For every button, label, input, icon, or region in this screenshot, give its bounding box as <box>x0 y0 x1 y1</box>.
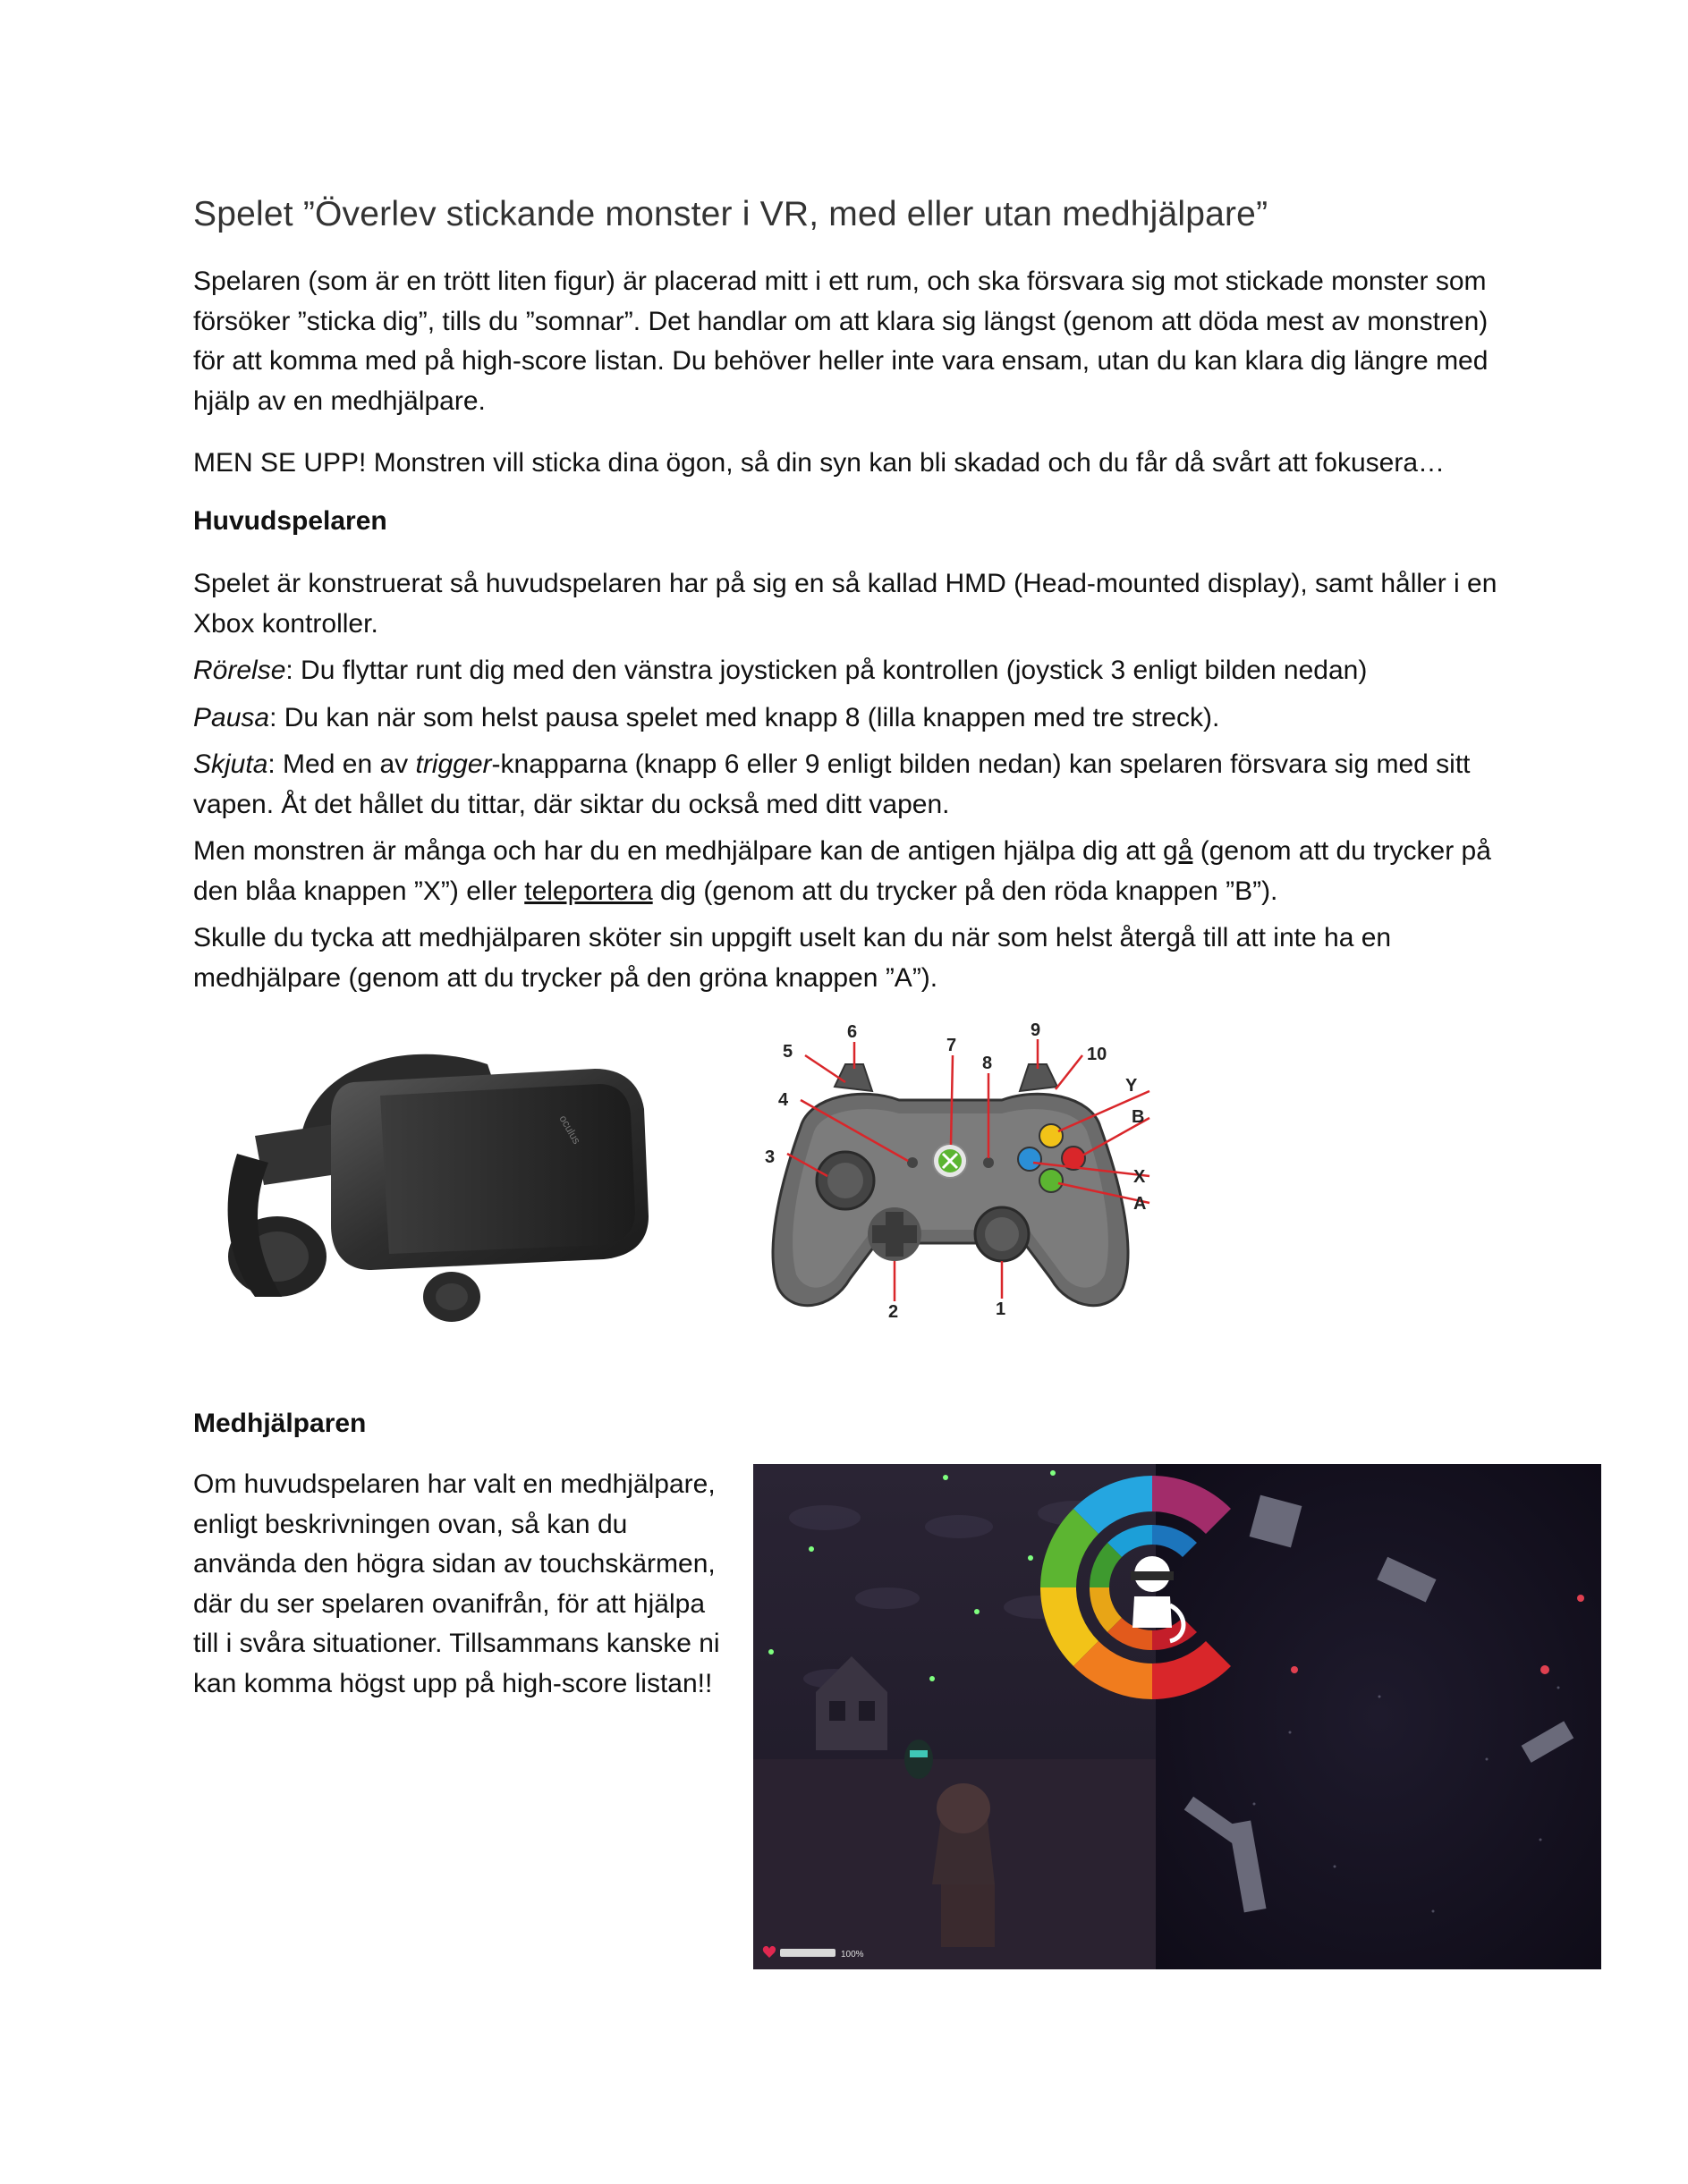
label-6: 6 <box>847 1022 858 1042</box>
intro-paragraph <box>193 262 1499 421</box>
movement-text: : Du flyttar runt dig med den vänstra joysticken på kontrollen (joystick 3 enligt bilden nedan) <box>285 656 1368 685</box>
label-10: 10 <box>1087 1045 1107 1064</box>
movement-instruction <box>193 651 1499 691</box>
helper-description: Om huvudspelaren har valt en medhjälpare, enligt beskrivningen ovan, så kan du använda den högra sidan av touchskärmen, där du ser spelaren ovanifrån, för att hjälpa till i svåra situationer. Tillsammans kanske ni kan komma högst upp på high-score listan!! <box>193 1469 720 1698</box>
intro-text: Spelaren (som är en trött liten figur) är placerad mitt i ett rum, och ska försvara sig mot stickade monster som försöker ”sticka dig”, tills du ”somnar”. Det handlar om att klara sig längst (genom att döda mest av monstren) för att komma med på high-score listan. Du behöver heller inte vara ensam, utan du kan klara dig längre med hjälp av en medhjälpare. <box>193 267 1489 416</box>
helper-text-b: (genom att du trycker på den blåa knappen ”X”) eller <box>193 836 1491 906</box>
pause-text: : Du kan när som helst pausa spelet med knapp 8 (lilla knappen med tre streck). <box>269 702 1220 732</box>
pause-instruction <box>193 698 1499 739</box>
helper-text-a: Men monstren är många och har du en medhjälpare kan de antigen hjälpa dig att <box>193 836 1164 866</box>
label-3: 3 <box>765 1147 776 1167</box>
game-screenshot <box>753 1464 1601 1969</box>
label-5: 5 <box>783 1042 793 1062</box>
warning-paragraph <box>193 444 1499 484</box>
hmd-description: Spelet är konstruerat så huvudspelaren har på sig en så kallad HMD (Head-mounted display), samt håller i en Xbox kontroller. <box>193 569 1497 639</box>
label-7: 7 <box>946 1036 957 1055</box>
label-9: 9 <box>1031 1020 1041 1040</box>
label-1: 1 <box>996 1299 1006 1319</box>
xbox-controller-image <box>729 1020 1172 1319</box>
health-readout: 100% <box>841 1950 864 1960</box>
label-2: 2 <box>888 1302 899 1319</box>
label-b: B <box>1132 1107 1145 1127</box>
trigger-word: trigger <box>415 749 492 779</box>
shoot-label: Skjuta <box>193 749 268 779</box>
label-8: 8 <box>982 1054 993 1073</box>
svg-text:oculus: oculus <box>556 1113 583 1147</box>
page-title: Spelet ”Överlev stickande monster i VR, med eller utan medhjälpare” <box>193 195 1268 233</box>
teleport-word: teleportera <box>524 876 653 906</box>
movement-label: Rörelse <box>193 656 286 685</box>
walk-word: gå <box>1163 836 1193 866</box>
shoot-text-b: -knapparna (knapp 6 eller 9 enligt bilden nedan) kan spelaren försvara sig med sitt vapen. Åt det hållet du tittar, där siktar du också med ditt vapen. <box>193 749 1471 819</box>
shoot-instruction <box>193 745 1499 825</box>
helper-text-c: dig (genom att du trycker på den röda knappen ”B”). <box>652 876 1278 906</box>
main-player-heading: Huvudspelaren <box>193 506 387 536</box>
label-x: X <box>1133 1167 1146 1187</box>
label-a: A <box>1133 1194 1147 1214</box>
warning-text: MEN SE UPP! Monstren vill sticka dina ögon, så din syn kan bli skadad och du får då svårt att fokusera… <box>193 448 1445 478</box>
game-scene <box>753 1464 1601 1969</box>
helper-instruction <box>193 832 1499 911</box>
helper-heading: Medhjälparen <box>193 1409 367 1438</box>
vr-headset-image <box>201 1029 662 1328</box>
pause-label: Pausa <box>193 702 270 732</box>
reset-instruction: Skulle du tycka att medhjälparen sköter sin uppgift uselt kan du när som helst återgå till att inte ha en medhjälpare (genom att du trycker på den gröna knappen ”A”). <box>193 923 1392 993</box>
shoot-text-a: : Med en av <box>267 749 416 779</box>
label-y: Y <box>1125 1076 1138 1096</box>
label-4: 4 <box>778 1090 789 1110</box>
main-player-section <box>193 564 1499 998</box>
